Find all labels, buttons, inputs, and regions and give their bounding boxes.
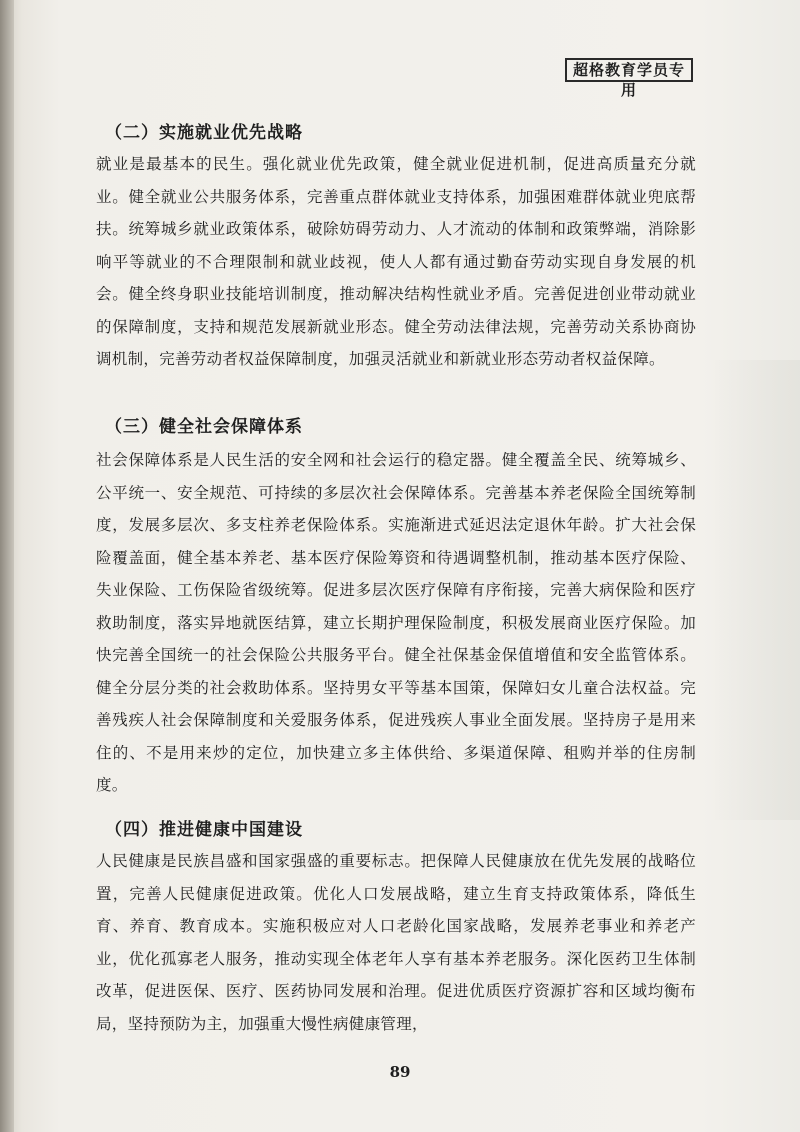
section-heading-3: （三）健全社会保障体系: [105, 417, 303, 437]
section-heading-2: （二）实施就业优先战略: [105, 123, 303, 143]
page-shading: [710, 360, 800, 820]
page-number: 89: [389, 1063, 411, 1081]
section-heading-4: （四）推进健康中国建设: [105, 820, 303, 840]
section-body-4: 人民健康是民族昌盛和国家强盛的重要标志。把保障人民健康放在优先发展的战略位置，完善人民健康促进政策。优化人口发展战略，建立生育支持政策体系，降低生育、养育、教育成本。实施积极应对人口老龄化国家战略，发展养老事业和养老产业，优化孤寡老人服务，推动实现全体老年人享有基本养老服务。深化医药卫生体制改革，促进医保、医疗、医药协同发展和治理。促进优质医疗资源扩容和区域均衡布局，坚持预防为主，加强重大慢性病健康管理，: [96, 852, 696, 1033]
section-body-2: 就业是最基本的民生。强化就业优先政策，健全就业促进机制，促进高质量充分就业。健全就业公共服务体系，完善重点群体就业支持体系，加强困难群体就业兜底帮扶。统筹城乡就业政策体系，破除妨碍劳动力、人才流动的体制和政策弊端，消除影响平等就业的不合理限制和就业歧视，使人人都有通过勤奋劳动实现自身发展的机会。健全终身职业技能培训制度，推动解决结构性就业矛盾。完善促进创业带动就业的保障制度，支持和规范发展新就业形态。健全劳动法律法规，完善劳动关系协商协调机制，完善劳动者权益保障制度，加强灵活就业和新就业形态劳动者权益保障。: [96, 155, 696, 368]
watermark-badge: 超格教育学员专用: [565, 58, 693, 82]
section-body-3: 社会保障体系是人民生活的安全网和社会运行的稳定器。健全覆盖全民、统筹城乡、公平统一、安全规范、可持续的多层次社会保障体系。完善基本养老保险全国统筹制度，发展多层次、多支柱养老保险体系。实施渐进式延迟法定退休年龄。扩大社会保险覆盖面，健全基本养老、基本医疗保险筹资和待遇调整机制，推动基本医疗保险、失业保险、工伤保险省级统筹。促进多层次医疗保障有序衔接，完善大病保险和医疗救助制度，落实异地就医结算，建立长期护理保险制度，积极发展商业医疗保险。加快完善全国统一的社会保险公共服务平台。健全社保基金保值增值和安全监管体系。健全分层分类的社会救助体系。坚持男女平等基本国策，保障妇女儿童合法权益。完善残疾人社会保障制度和关爱服务体系，促进残疾人事业全面发展。坚持房子是用来住的、不是用来炒的定位，加快建立多主体供给、多渠道保障、租购并举的住房制度。: [96, 451, 696, 794]
book-spine-shadow: [0, 0, 14, 1132]
